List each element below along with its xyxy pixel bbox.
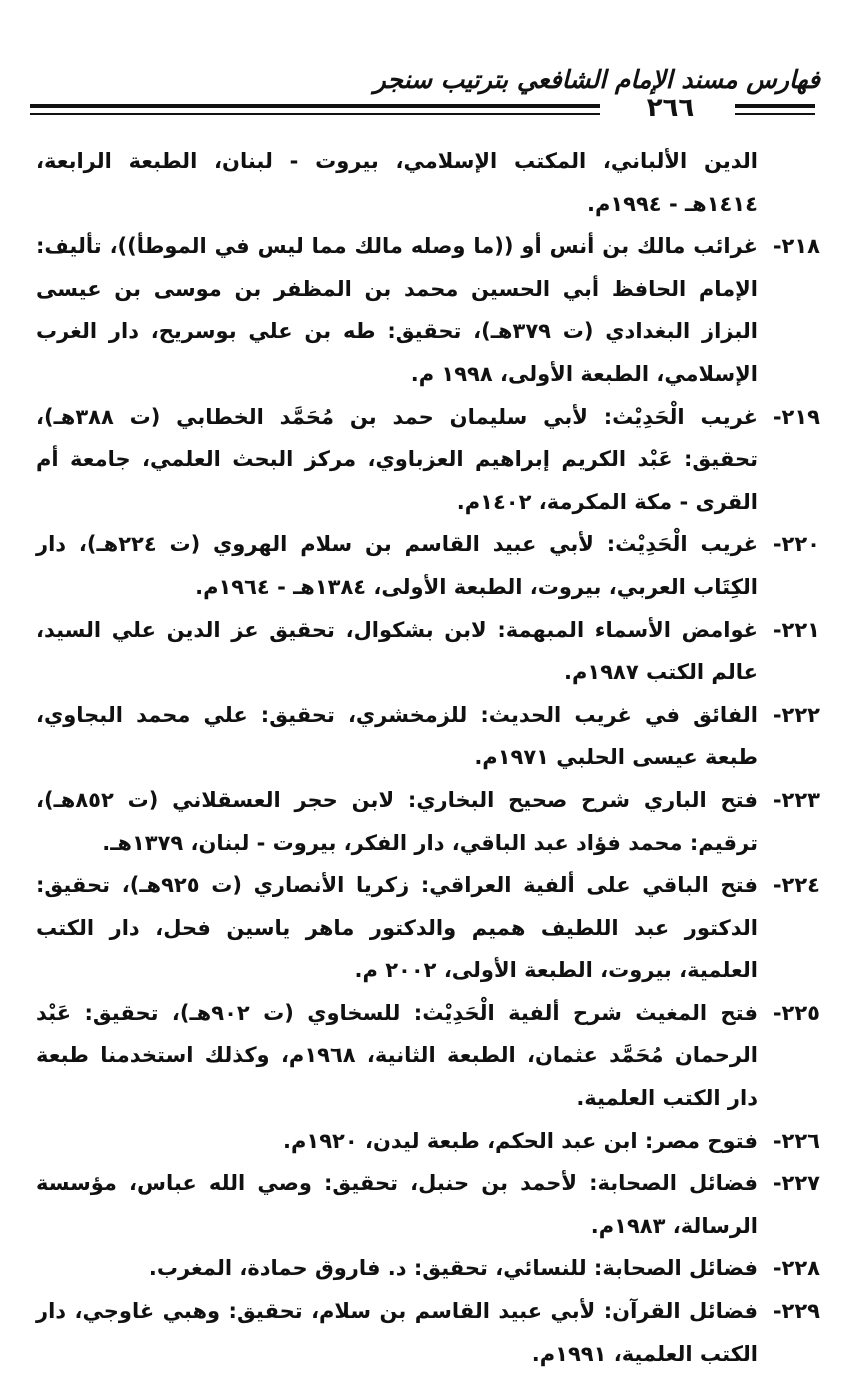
entry-text: فتوح مصر: ابن عبد الحكم، طبعة ليدن، ١٩٢٠م. xyxy=(283,1128,758,1153)
entry-number: ٢٢٢- xyxy=(772,702,820,727)
entry-text: غرائب مالك بن أنس أو ((ما وصله مالك مما ليس في الموطأ))، تأليف: الإمام الحافظ أبي الحسين محمد بن المظفر بن موسى بن عيسى البزاز البغدادي (ت ٣٧٩هـ)، تحقيق: طه بن علي بوسريح، دار الغرب الإسلامي، الطبعة الأولى، ١٩٩٨ م. xyxy=(36,234,758,386)
running-title: فهارس مسند الإمام الشافعي بترتيب سنجر xyxy=(373,65,820,94)
entry-number: ٢٢٠- xyxy=(772,532,820,557)
entry-number: ٢٢١- xyxy=(772,617,820,642)
entry-number: ٢٢٥- xyxy=(772,1000,820,1025)
entry-text: غريب الْحَدِيْث: لأبي عبيد القاسم بن سلام الهروي (ت ٢٢٤هـ)، دار الكِتَاب العربي، بيروت، الطبعة الأولى، ١٣٨٤هـ - ١٩٦٤م. xyxy=(36,532,758,599)
entry-text: غوامض الأسماء المبهمة: لابن بشكوال، تحقيق عز الدين علي السيد، عالم الكتب ١٩٨٧م. xyxy=(36,617,758,685)
entry-text: فتح الباقي على ألفية العراقي: زكريا الأنصاري (ت ٩٢٥هـ)، تحقيق: الدكتور عبد اللطيف هميم والدكتور ماهر ياسين فحل، دار الكتب العلمية، بيروت، الطبعة الأولى، ٢٠٠٢ م. xyxy=(36,873,758,983)
entry-text: الدين الألباني، المكتب الإسلامي، بيروت - لبنان، الطبعة الرابعة، ١٤١٤هـ - ١٩٩٤م. xyxy=(36,149,758,216)
entry-text: فتح الباري شرح صحيح البخاري: لابن حجر العسقلاني (ت ٨٥٢هـ)، ترقيم: محمد فؤاد عبد الباقي، دار الفكر، بيروت - لبنان، ١٣٧٩هـ. xyxy=(36,787,758,855)
list-item xyxy=(36,396,820,524)
page-number: ٢٦٦ xyxy=(646,93,695,123)
bibliography-list xyxy=(36,140,820,1375)
list-item xyxy=(36,1120,820,1163)
entry-text: فضائل القرآن: لأبي عبيد القاسم بن سلام، تحقيق: وهبي غاوجي، دار الكتب العلمية، ١٩٩١م. xyxy=(36,1299,758,1366)
entry-text: الفائق في غريب الحديث: للزمخشري، تحقيق: علي محمد البجاوي، طبعة عيسى الحلبي ١٩٧١م. xyxy=(36,702,758,770)
list-item xyxy=(36,523,820,608)
entry-number: ٢٢٣- xyxy=(772,787,820,812)
entry-number: ٢١٩- xyxy=(772,404,820,429)
list-item xyxy=(36,225,820,395)
list-item xyxy=(36,694,820,779)
list-item xyxy=(36,992,820,1120)
entry-text: فضائل الصحابة: لأحمد بن حنبل، تحقيق: وصي الله عباس، مؤسسة الرسالة، ١٩٨٣م. xyxy=(36,1171,758,1238)
header-rule xyxy=(30,113,600,115)
list-item xyxy=(36,1247,820,1290)
header-rule xyxy=(735,104,815,108)
entry-number: ٢٢٧- xyxy=(772,1171,820,1196)
list-item xyxy=(36,864,820,992)
entry-number: ٢٢٦- xyxy=(772,1128,820,1153)
entry-number: ٢٢٨- xyxy=(772,1256,820,1281)
header-rule xyxy=(735,113,815,115)
list-item xyxy=(36,1290,820,1375)
running-header xyxy=(30,62,820,126)
entry-text: غريب الْحَدِيْث: لأبي سليمان حمد بن مُحَمَّد الخطابي (ت ٣٨٨هـ)، تحقيق: عَبْد الكريم إبراهيم العزباوي، مركز البحث العلمي، جامعة أم القرى - مكة المكرمة، ١٤٠٢م. xyxy=(36,404,758,514)
entry-number: ٢٢٤- xyxy=(772,873,820,898)
entry-number: ٢١٨- xyxy=(772,234,820,259)
entry-text: فضائل الصحابة: للنسائي، تحقيق: د. فاروق حمادة، المغرب. xyxy=(148,1256,758,1281)
entry-text: فتح المغيث شرح ألفية الْحَدِيْث: للسخاوي (ت ٩٠٢هـ)، تحقيق: عَبْد الرحمان مُحَمَّد عثمان، الطبعة الثانية، ١٩٦٨م، وكذلك استخدمنا طبعة دار الكتب العلمية. xyxy=(36,1000,758,1111)
entry-number: ٢٢٩- xyxy=(772,1299,820,1324)
list-item xyxy=(36,779,820,864)
list-item xyxy=(36,140,820,225)
list-item xyxy=(36,609,820,694)
header-rule xyxy=(30,104,600,108)
list-item xyxy=(36,1162,820,1247)
